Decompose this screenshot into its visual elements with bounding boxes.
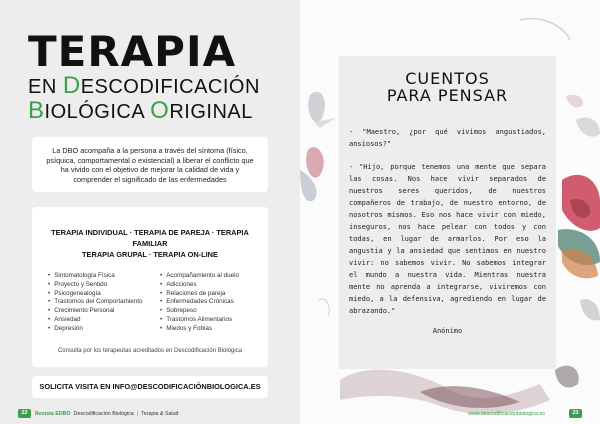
subtitle-line-1	[28, 74, 260, 99]
story-title	[349, 70, 546, 104]
services-box	[32, 207, 268, 367]
services-list-col-2	[160, 272, 239, 334]
subtitle-initial: B	[28, 97, 45, 124]
story-title-line: CUENTOS	[405, 69, 490, 88]
story-text	[349, 126, 546, 317]
services-list-col-1	[48, 272, 160, 334]
story-paragraph: - "Maestro, ¿por qué vivimos angustiados, ansiosos?"	[349, 128, 546, 148]
services-heading	[40, 227, 260, 260]
story-author: Anónimo	[432, 327, 463, 335]
footer-brand: Revista EDBO	[35, 410, 71, 417]
subtitle-initial: O	[150, 97, 170, 124]
page-number: 23	[569, 409, 582, 418]
list-item: • Ansiedad	[48, 316, 160, 325]
subtitle-word: IOLÓGICA	[44, 101, 151, 123]
list-item: • Sintomatología Física	[48, 272, 160, 281]
right-page	[300, 0, 600, 424]
list-item: • Relaciones de pareja	[160, 290, 239, 299]
list-item: • Trastornos Alimentarios	[160, 316, 239, 325]
list-item: • Miedos y Fobias	[160, 325, 239, 334]
list-item: • Enfermedades Crónicas	[160, 298, 239, 307]
subtitle-line-2	[28, 99, 260, 124]
services-line: TERAPIA GRUPAL · TERAPIA ON-LINE	[82, 250, 218, 259]
footer-url[interactable]: www.descodificaciónbiologica.es	[468, 410, 545, 417]
list-item: • Proyecto y Sentido	[48, 281, 160, 290]
list-item: • Depresión	[48, 325, 160, 334]
story-title-line: PARA PENSAR	[386, 86, 509, 105]
list-item: • Psicogenealogía	[48, 290, 160, 299]
footer-left	[18, 409, 179, 418]
story-box	[339, 56, 556, 369]
list-item: • Crecimiento Personal	[48, 307, 160, 316]
subtitle-word: RIGINAL	[169, 101, 253, 123]
page-title: TERAPIA	[28, 27, 237, 76]
page-number: 22	[18, 409, 31, 418]
list-item: • Trastornos del Comportamiento	[48, 298, 160, 307]
list-item: • Adicciones	[160, 281, 239, 290]
footer-publication: Descodificación Biológica	[73, 410, 134, 417]
services-list	[40, 272, 260, 334]
intro-text: La DBO acompaña a la persona a través del síntoma (físico, psíquica, comportamental o existencial) a liberar el conflicto que ha vivido con el objetivo de mejorar la calidad de vida y comprender el significado de las enfermedades	[32, 137, 268, 192]
services-note: Consulta por los terapeutas acreditados en Descodificación Biológica	[57, 347, 243, 354]
title-block	[28, 27, 260, 124]
list-item: • Sobrepeso	[160, 307, 239, 316]
footer-section: Terapia & Salud	[141, 410, 179, 417]
story-paragraph: - "Hijo, porque tenemos una mente que separa las cosas. Nos hace vivir separados de nuestros seres queridos, de nuestros compañeros de trabajo, de nuestro entorno, de nosotros mismos. Eso nos hace vivir con miedo, inseguros, nos hace pelear con todos y con todas, en lugar de armarlos. Por eso la angustia y la ansiedad que sentimos en nuestro vivir: no sabemos vivir. No sabemos integrar el mundo a nuestra vida. Mientras nuestra mente no aprenda a integrarse, viviremos con miedo, a la defensiva, agrediendo en lugar de abrazando."	[349, 163, 546, 315]
services-line: TERAPIA INDIVIDUAL · TERAPIA DE PAREJA · TERAPIA FAMILIAR	[51, 228, 249, 248]
list-item: • Acompañamiento al duelo	[160, 272, 239, 281]
visit-cta[interactable]: SOLICITA VISITA EN INFO@DESCODIFICACIÓNBIOLOGICA.ES	[32, 376, 268, 398]
subtitle-word: ESCODIFICACIÓN	[80, 76, 260, 98]
subtitle-word: EN	[28, 76, 63, 98]
footer-right	[468, 409, 582, 418]
subtitle-initial: D	[62, 72, 81, 99]
footer-separator: |	[136, 410, 139, 417]
